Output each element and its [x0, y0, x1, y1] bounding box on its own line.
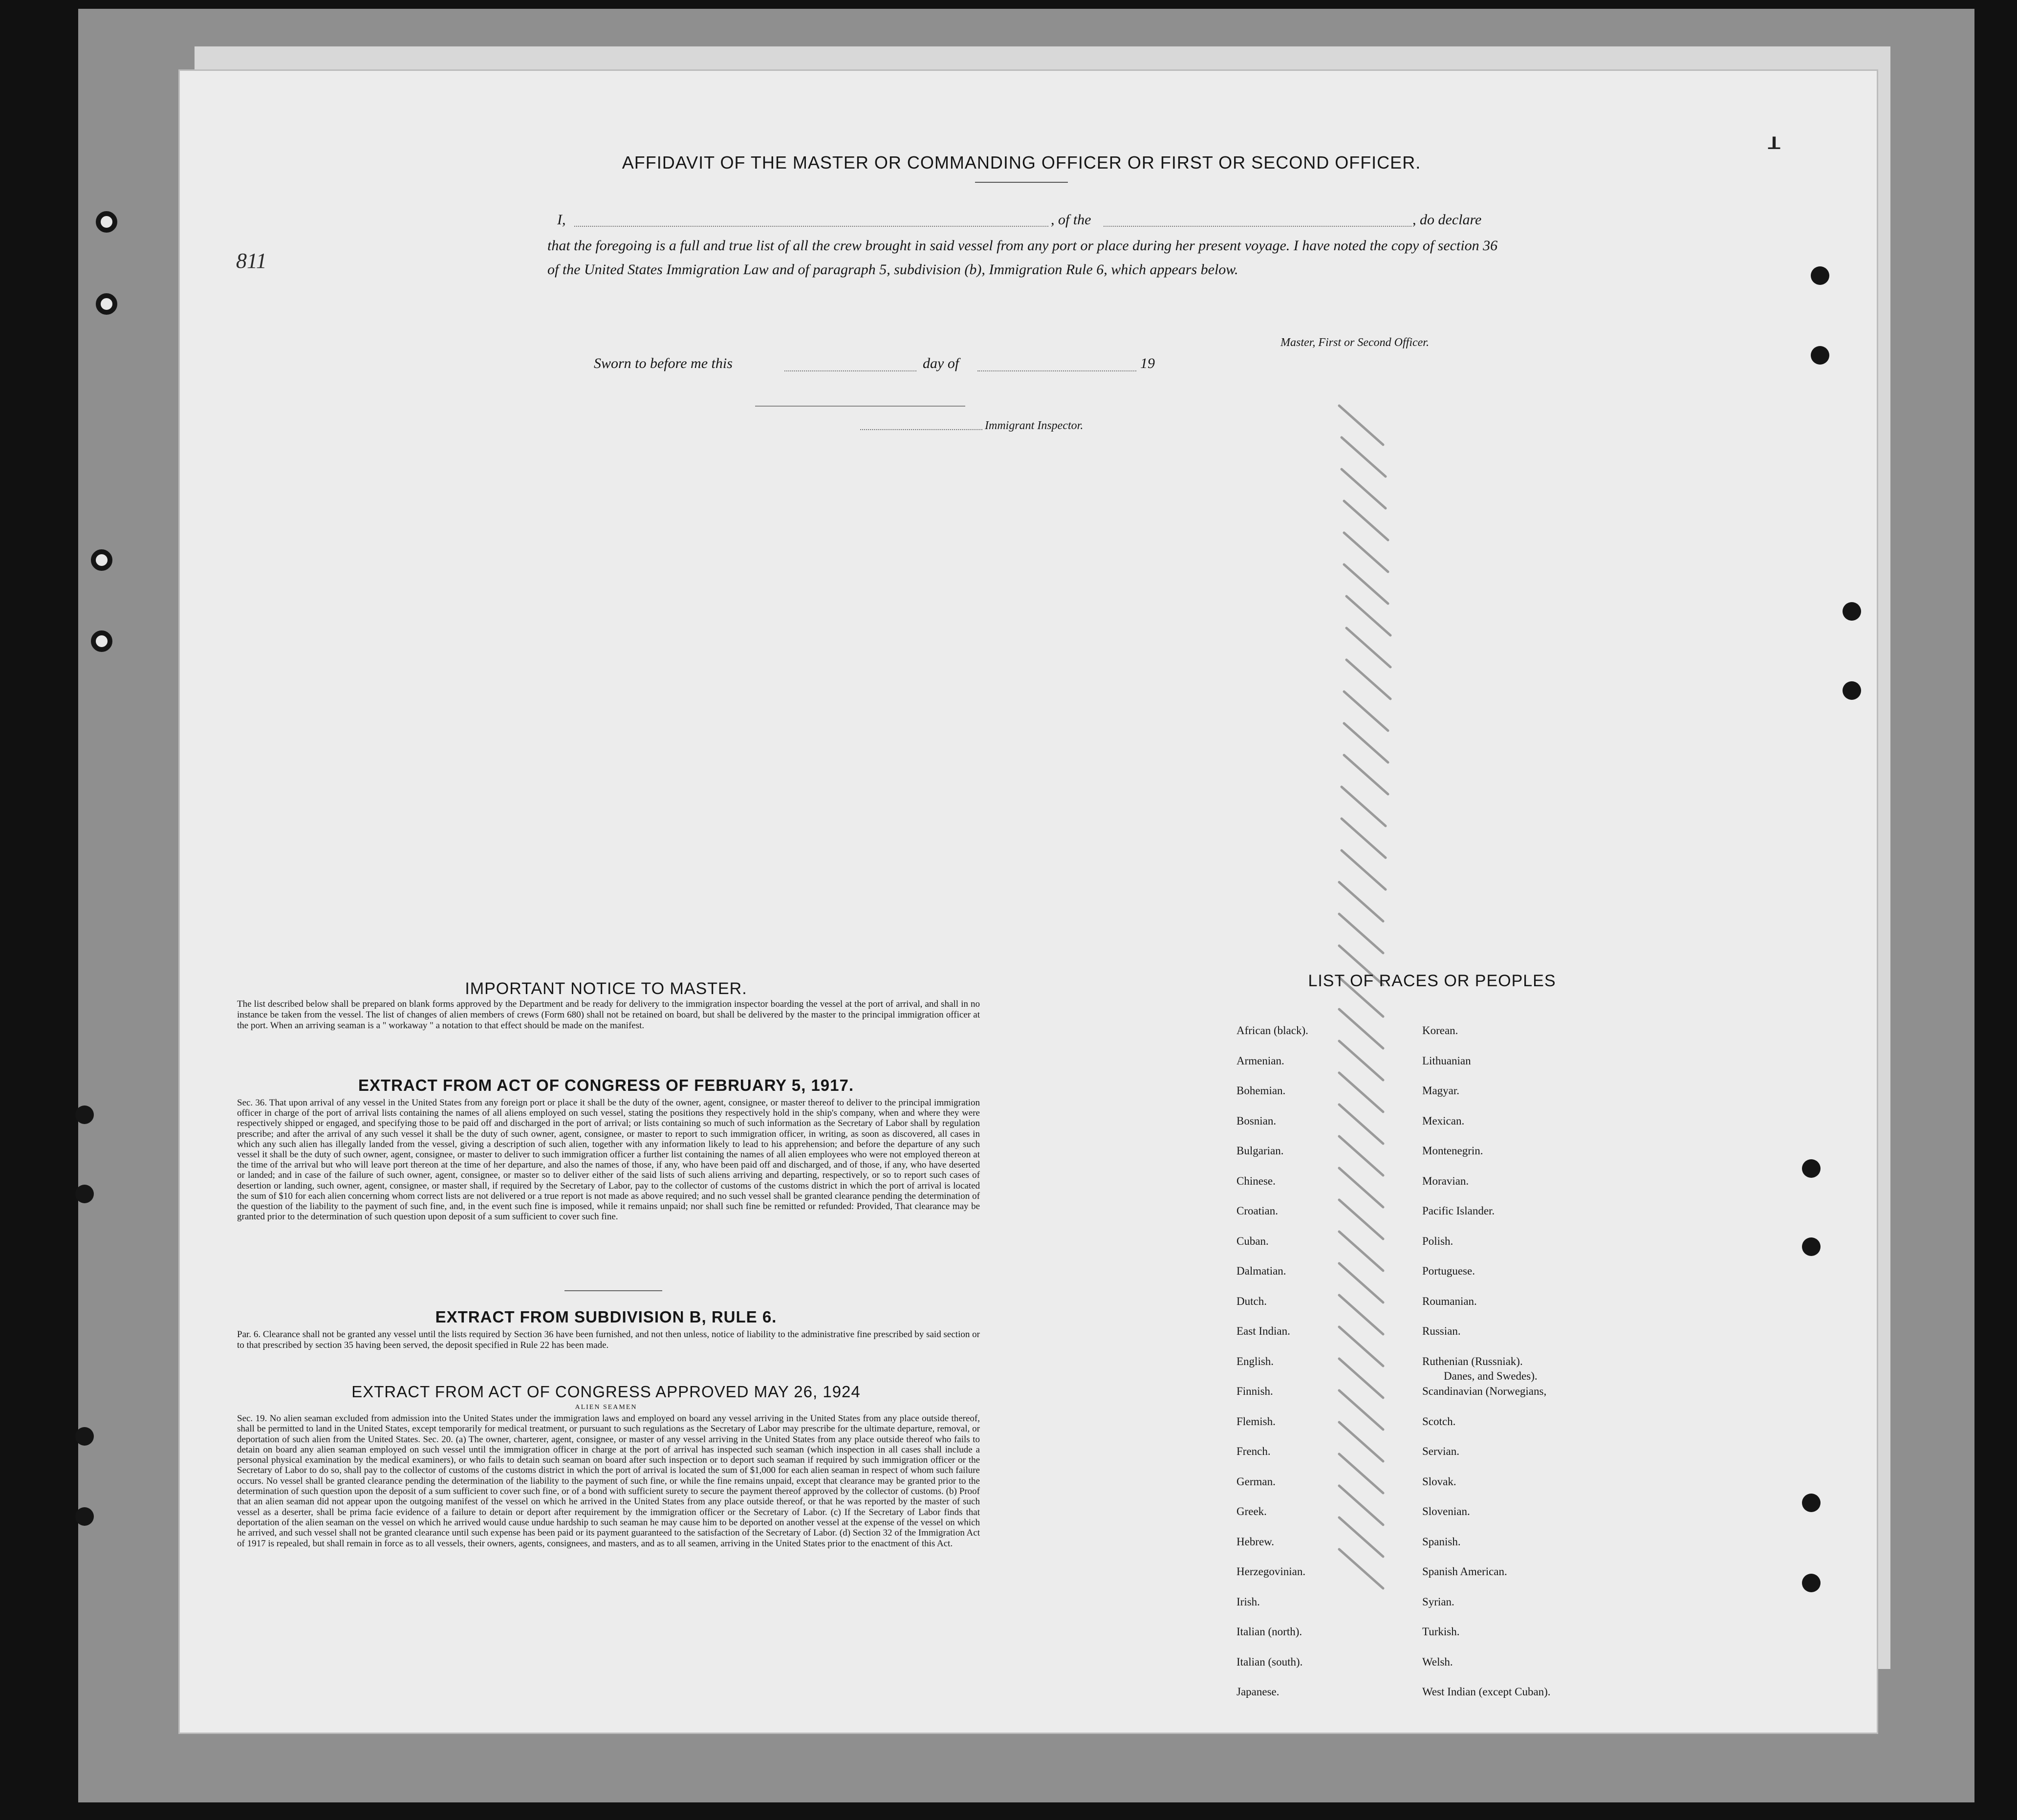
race-item: Dutch. [1236, 1295, 1267, 1307]
declarant-label: I, [557, 212, 566, 228]
binder-hole [1811, 266, 1829, 285]
race-item: African (black). [1236, 1024, 1308, 1037]
binder-hole [1843, 602, 1861, 621]
race-item: Japanese. [1236, 1686, 1280, 1698]
race-item: Roumanian. [1422, 1295, 1477, 1307]
race-item: Korean. [1422, 1024, 1458, 1037]
race-item: Greek. [1236, 1505, 1267, 1517]
binder-hole [1802, 1237, 1821, 1256]
race-item: Ruthenian (Russniak). [1422, 1355, 1523, 1367]
binder-hole [1802, 1494, 1821, 1512]
corner-mark: ┸ [1768, 137, 1780, 159]
act-1924-title: EXTRACT FROM ACT OF CONGRESS APPROVED MAY 26, 1924 [351, 1383, 861, 1401]
binder-hole [1843, 681, 1861, 700]
race-item: Spanish American. [1422, 1565, 1507, 1578]
vessel-name-blank[interactable] [1104, 226, 1411, 227]
subdivision-b-body: Par. 6. Clearance shall not be granted any vessel until the lists required by Section 36 have been furnished, and not then unless, notice of liability to the administrative fine prescribed by said section or to that prescribed by section 35 having been served, the deposit specified in Rule 22 has been made. [237, 1329, 980, 1350]
notice-title: IMPORTANT NOTICE TO MASTER. [465, 979, 747, 998]
notice-body: The list described below shall be prepared on blank forms approved by the Department and be ready for delivery to the immigration inspector boarding the vessel at the port of arrival, and shall in no instance be taken from the vessel. The list of changes of alien members of crews (Form 680) shall not be retained on board, but shall be delivered by the master to the principal immigration officer at the port. When an arriving seaman is a " workaway " a notation to that effect should be made on the manifest. [237, 999, 980, 1031]
race-item: Servian. [1422, 1445, 1460, 1457]
race-item: Welsh. [1422, 1655, 1453, 1668]
race-item: West Indian (except Cuban). [1422, 1686, 1551, 1698]
margin-number: 811 [236, 249, 267, 273]
race-item: Slovenian. [1422, 1505, 1470, 1517]
race-item: Syrian. [1422, 1595, 1454, 1608]
day-of-label: day of [923, 355, 959, 371]
binder-hole [91, 630, 112, 652]
year-label: 19 [1140, 355, 1155, 371]
declaration-text: that the foregoing is a full and true list of all the crew brought in said vessel from any port or place during her present voyage. I have noted the copy of section 36 of the United States Immigration Law and of paragraph 5, subdivision (b), Immigration Rule 6, which appears below. [547, 238, 1498, 278]
title-rule [975, 182, 1068, 183]
race-item: Bulgarian. [1236, 1145, 1284, 1157]
race-item: Irish. [1236, 1595, 1260, 1608]
race-item: Armenian. [1236, 1054, 1284, 1067]
race-item: Lithuanian [1422, 1054, 1471, 1067]
vessel-of-label: , of the [1051, 212, 1091, 228]
binder-hole [75, 1507, 94, 1526]
race-item: East Indian. [1236, 1325, 1290, 1337]
binder-hole [1802, 1574, 1821, 1592]
master-signature-label: Master, First or Second Officer. [1280, 336, 1429, 349]
race-item: Dalmatian. [1236, 1265, 1286, 1277]
race-item: Magyar. [1422, 1084, 1460, 1097]
race-item: Danes, and Swedes). [1444, 1369, 1538, 1382]
section-rule [564, 1290, 662, 1291]
declare-label: , do declare [1412, 212, 1482, 228]
race-item: Cuban. [1236, 1235, 1269, 1247]
race-item: Bohemian. [1236, 1084, 1286, 1097]
binder-hole [1811, 346, 1829, 365]
sworn-day-blank[interactable] [784, 370, 916, 371]
race-item: Slovak. [1422, 1475, 1456, 1488]
race-item: Russian. [1422, 1325, 1461, 1337]
declarant-name-blank[interactable] [574, 226, 1048, 227]
race-item: Bosnian. [1236, 1114, 1277, 1127]
race-item: Hebrew. [1236, 1535, 1275, 1548]
pencil-tick-marks [1329, 371, 1417, 1623]
act-1917-title: EXTRACT FROM ACT OF CONGRESS OF FEBRUARY 5, 1917. [358, 1076, 854, 1094]
race-item: Scotch. [1422, 1415, 1456, 1428]
race-item: Herzegovinian. [1236, 1565, 1306, 1578]
race-item: Moravian. [1422, 1174, 1469, 1187]
binder-hole [96, 211, 117, 233]
race-item: Flemish. [1236, 1415, 1276, 1428]
sworn-label: Sworn to before me this [594, 355, 733, 371]
binder-hole [96, 293, 117, 315]
race-item: Pacific Islander. [1422, 1205, 1495, 1217]
subdivision-b-title: EXTRACT FROM SUBDIVISION B, RULE 6. [435, 1308, 777, 1326]
binder-hole [1802, 1159, 1821, 1178]
race-item: German. [1236, 1475, 1276, 1488]
affidavit-title: AFFIDAVIT OF THE MASTER OR COMMANDING OFFICER OR FIRST OR SECOND OFFICER. [622, 152, 1421, 173]
race-item: English. [1236, 1355, 1274, 1367]
inspector-blank[interactable] [755, 406, 965, 407]
race-item: Italian (south). [1236, 1655, 1303, 1668]
race-item: Finnish. [1236, 1385, 1273, 1397]
race-item: Portuguese. [1422, 1265, 1475, 1277]
act-1924-body: Sec. 19. No alien seaman excluded from admission into the United States under the immigration laws and employed on board any vessel arriving in the United States from any place outside thereof, shall be permitted to land in the United States, except temporarily for medical treatment, or pursuant to such regulations as the Secretary of Labor may prescribe for the ultimate departure, removal, or deportation of such alien from the United States. Sec. 20. (a) The owner, charterer, agent, consignee, or master of any vessel arriving in the United States from any place outside thereof who fails to detain on board any alien seaman employed on such vessel until the immigration officer in charge at the port of arrival has inspected such seaman (which inspection in all cases shall include a personal physical examination by the medical examiners), or who fails to detain such seaman on board after such inspection or to deport such seaman if required by such immigration officer or the Secretary of Labor to do so, shall pay to the collector of customs of the customs district in which the port of arrival is located the sum of $1,000 for each alien seaman in respect of whom such failure occurs. No vessel shall be granted clearance pending the determination of the liability to the payment of such fine, or while the fine remains unpaid, except that clearance may be granted prior to the determination of such question upon the deposit of a sum sufficient to cover such fine, or of a bond with sufficient surety to secure the payment thereof approved by the collector of customs. (b) Proof that an alien seaman did not appear upon the outgoing manifest of the vessel on which he arrived in the United States from any place outside thereof, or that he was reported by the master of such vessel as a deserter, shall be prima facie evidence of a failure to detain or deport after requirement by the immigration officer or the Secretary of Labor. (c) If the Secretary of Labor finds that deportation of the alien seaman on the vessel on which he arrived would cause undue hardship to such seaman he may cause him to be deported on another vessel at the expense of the vessel on which he arrived, and such vessel shall not be granted clearance until such expense has been paid or its payment guaranteed to the satisfaction of the Secretary of Labor. (d) Section 32 of the Immigration Act of 1917 is repealed, but shall remain in force as to all vessels, their owners, agents, consignees, and masters, and as to all seamen, arriving in the United States prior to the enactment of this Act. [237, 1413, 980, 1549]
race-item: Scandinavian (Norwegians, [1422, 1385, 1547, 1397]
race-item: Italian (north). [1236, 1625, 1302, 1638]
races-title: LIST OF RACES OR PEOPLES [1308, 972, 1556, 990]
race-item: Turkish. [1422, 1625, 1460, 1638]
binder-hole [75, 1185, 94, 1203]
act-1917-body: Sec. 36. That upon arrival of any vessel in the United States from any foreign port or place it shall be the duty of the owner, agent, consignee, or master thereof to deliver to the principal immigration officer in charge of the port of arrival lists containing the names of all aliens employed on such vessel, stating the positions they respectively hold in the ship's company, when and where they were respectively shipped or engaged, and specifying those to be paid off and discharged in the port of arrival; or lists containing so much of such information as the Secretary of Labor shall by regulation prescribe; and after the arrival of any such vessel it shall be the duty of such owner, agent, consignee, or master to report to such immigration officer, in writing, as soon as discovered, all cases in which any such alien has illegally landed from the vessel, giving a description of such alien, together with any information likely to lead to his apprehension; and before the departure of any such vessel it shall be the duty of such owner, agent, consignee, or master to deliver to such immigration officer a further list containing the names of all alien employees who were not employed thereon at the time of the arrival but who will leave port thereon at the time of her departure, and also the names of those, if any, who have been paid off and discharged, and of those, if any, who have deserted or landed; and in case of the failure of such owner, agent, consignee, or master so to deliver either of the said lists of such aliens arriving and departing, respectively, or so to report such cases of desertion or landing, such owner, agent, consignee, or master shall, if required by the Secretary of Labor, pay to the collector of customs of the customs district in which the port of arrival is located the sum of $10 for each alien concerning whom correct lists are not delivered or a true report is not made as above required; and no such vessel shall be granted clearance pending the determination of the question of the liability to the payment of such fine, and, in the event such fine is imposed, while it remains unpaid; nor shall such fine be remitted or refunded: Provided, That clearance may be granted prior to the determination of such question upon deposit of a sum sufficient to cover such fine. [237, 1098, 980, 1222]
inspector-label: Immigrant Inspector. [985, 419, 1084, 432]
race-item: Polish. [1422, 1235, 1453, 1247]
race-item: Spanish. [1422, 1535, 1461, 1548]
binder-hole [91, 549, 112, 571]
binder-hole [75, 1105, 94, 1124]
race-item: Chinese. [1236, 1174, 1276, 1187]
race-item: French. [1236, 1445, 1271, 1457]
binder-hole [75, 1427, 94, 1446]
race-item: Croatian. [1236, 1205, 1278, 1217]
sworn-month-blank[interactable] [977, 370, 1136, 371]
inspector-signature-blank[interactable] [860, 429, 982, 430]
race-item: Mexican. [1422, 1114, 1465, 1127]
act-1924-subtitle: ALIEN SEAMEN [575, 1404, 637, 1411]
race-item: Montenegrin. [1422, 1145, 1483, 1157]
